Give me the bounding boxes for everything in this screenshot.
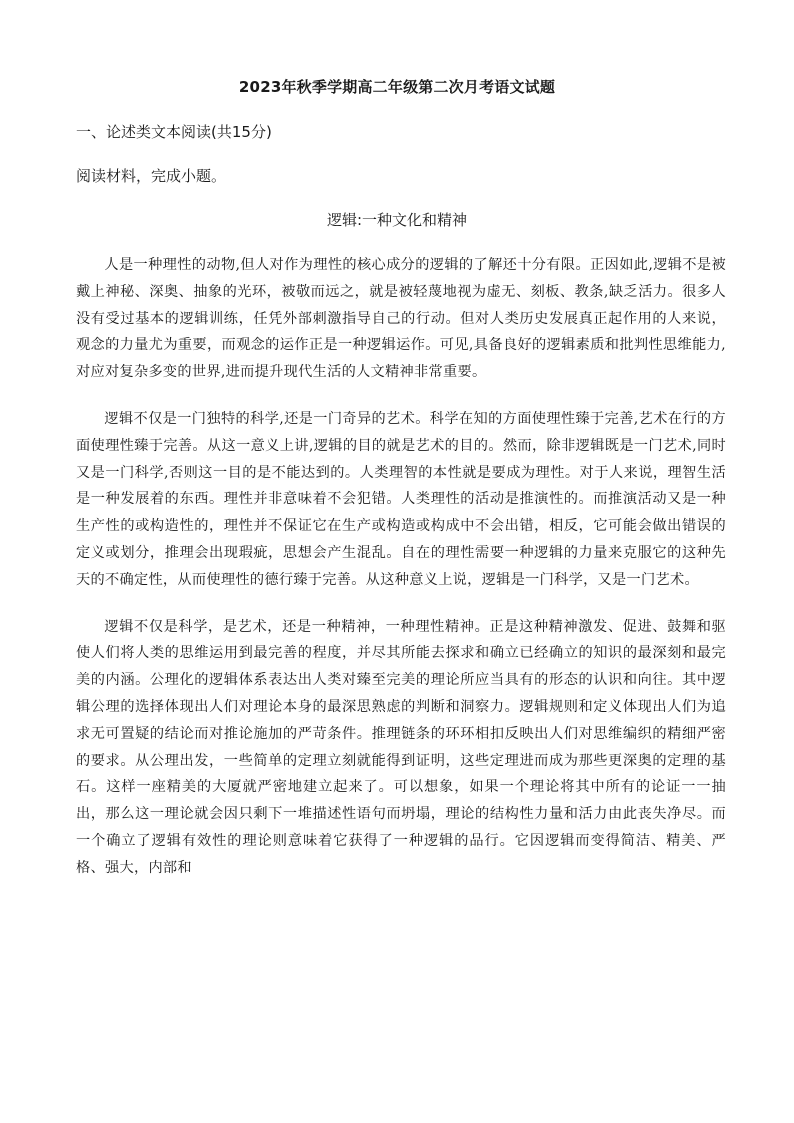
document-title: 2023年秋季学期高二年级第二次月考语文试题 bbox=[238, 78, 556, 96]
reading-instruction: 阅读材料，完成小题。 bbox=[76, 167, 227, 185]
article-title: 逻辑:一种文化和精神 bbox=[326, 211, 468, 229]
paragraph-3: 逻辑不仅是科学，是艺术，还是一种精神，一种理性精神。正是这种精神激发、促进、鼓舞和驱使人们将人类的思维运用到最完善的程度，并尽其所能去探求和确立已经确立的知识的最深刻和最完美的内涵。公理化的逻辑体系表达出人类对臻至完美的理论所应当具有的形态的认识和向往。其中逻辑公理的选择体现出人们对理论本身的最深思熟虑的判断和洞察力。逻辑规则和定义体现出人们为追求无可置疑的结论而对推论施加的严苛条件。推理链条的环环相扣反映出人们对思维编织的精细严密的要求。从公理出发，一些简单的定理立刻就能得到证明，这些定理进而成为那些更深奥的定理的基石。这样一座精美的大厦就严密地建立起来了。可以想象，如果一个理论将其中所有的论证一一抽出，那么这一理论就会因只剩下一堆描述性语句而坍塌，理论的结构性力量和活力由此丧失净尽。而一个确立了逻辑有效性的理论则意味着它获得了一种逻辑的品行。它因逻辑而变得简洁、精美、严格、强大，内部和 bbox=[76, 618, 726, 876]
paragraph-1: 人是一种理性的动物,但人对作为理性的核心成分的逻辑的了解还十分有限。正因如此,逻辑不是被戴上神秘、深奥、抽象的光环，被敬而远之，就是被轻蔑地视为虚无、刻板、教条,缺乏活力。很多人没有受过基本的逻辑训练，任凭外部刺激指导自己的行动。但对人类历史发展真正起作用的人来说，观念的力量尤为重要，而观念的运作正是一种逻辑运作。可见,具备良好的逻辑素质和批判性思维能力,对应对复杂多变的世界,进而提升现代生活的人文精神非常重要。 bbox=[76, 257, 726, 381]
section-heading: 一、论述类文本阅读(共15分) bbox=[76, 123, 272, 141]
paragraph-2: 逻辑不仅是一门独特的科学,还是一门奇异的艺术。科学在知的方面使理性臻于完善,艺术在行的方面使理性臻于完善。从这一意义上讲,逻辑的目的就是艺术的目的。然而，除非逻辑既是一门艺术,同时又是一门科学,否则这一目的是不能达到的。人类理智的本性就是要成为理性。对于人来说，理智生活是一种发展着的东西。理性并非意味着不会犯错。人类理性的活动是推演性的。而推演活动又是一种生产性的或构造性的，理性并不保证它在生产或构造或构成中不会出错，相反，它可能会做出错误的定义或划分，推理会出现瑕疵，思想会产生混乱。自在的理性需要一种逻辑的力量来克服它的这种先天的不确定性，从而使理性的德行臻于完善。从这种意义上说，逻辑是一门科学，又是一门艺术。 bbox=[76, 410, 726, 588]
article-body bbox=[76, 252, 726, 902]
